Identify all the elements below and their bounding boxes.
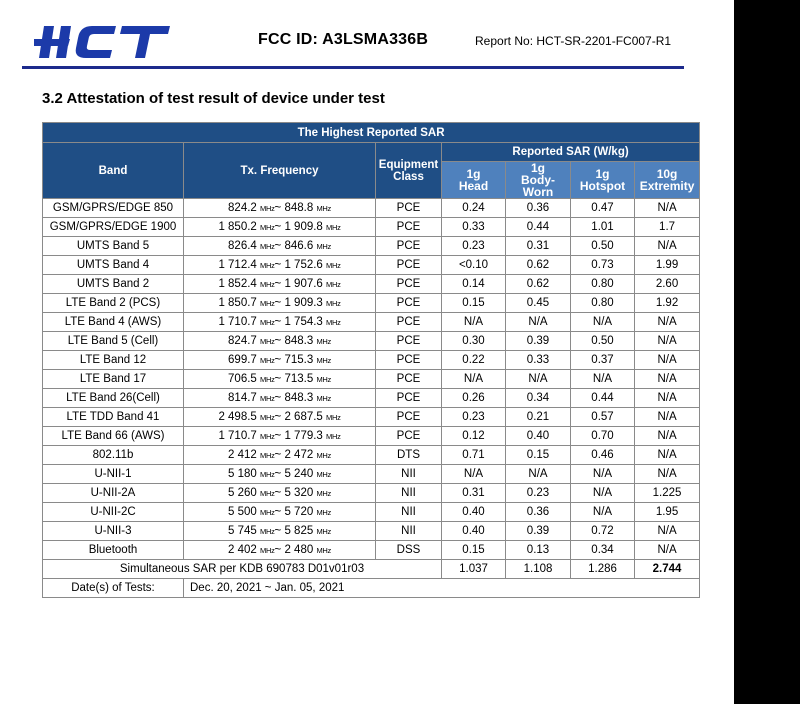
band-cell: LTE Band 12 [43, 351, 184, 370]
unit-label: MHz [260, 261, 275, 270]
sar-1g-head-cell: 0.23 [442, 408, 506, 427]
band-cell: 802.11b [43, 446, 184, 465]
freq-separator: ~ [274, 525, 282, 537]
sar-1g-head-cell: 0.15 [442, 294, 506, 313]
equipment-class-cell: PCE [376, 237, 442, 256]
band-cell: U-NII-2A [43, 484, 184, 503]
table-row [43, 275, 700, 294]
equipment-class-cell: NII [376, 522, 442, 541]
equipment-class-cell: PCE [376, 256, 442, 275]
freq-separator: ~ [274, 487, 282, 499]
freq-end: 5 320 [284, 487, 314, 499]
sar-1g-body-worn-cell: 0.23 [506, 484, 571, 503]
freq-separator: ~ [274, 335, 282, 347]
sar-10g-extremity-cell: N/A [635, 389, 700, 408]
sar-1g-body-worn-cell: 0.15 [506, 446, 571, 465]
frequency-cell [184, 332, 376, 351]
header-reported-sar: Reported SAR (W/kg) [442, 143, 700, 162]
sar-1g-head-cell: <0.10 [442, 256, 506, 275]
sar-10g-extremity-cell: 1.7 [635, 218, 700, 237]
equipment-class-cell: PCE [376, 332, 442, 351]
table-row [43, 389, 700, 408]
freq-separator: ~ [274, 259, 282, 271]
equipment-class-cell: PCE [376, 218, 442, 237]
freq-separator: ~ [274, 430, 282, 442]
equipment-class-cell: NII [376, 503, 442, 522]
table-row [43, 408, 700, 427]
sar-1g-head-cell: 0.24 [442, 199, 506, 218]
sar-1g-body-worn-cell: 0.44 [506, 218, 571, 237]
unit-label: MHz [260, 489, 275, 498]
sar-1g-hotspot-cell: 0.70 [571, 427, 635, 446]
equipment-class-cell: PCE [376, 294, 442, 313]
unit-label: MHz [260, 318, 275, 327]
sar-10g-extremity-cell: N/A [635, 522, 700, 541]
sar-1g-head-cell: 0.14 [442, 275, 506, 294]
sar-10g-extremity-cell: N/A [635, 332, 700, 351]
unit-label: MHz [316, 489, 331, 498]
sar-1g-body-worn-cell: 0.62 [506, 275, 571, 294]
freq-start: 824.2 [228, 202, 257, 214]
equipment-class-cell: PCE [376, 199, 442, 218]
sar-1g-head-cell: N/A [442, 313, 506, 332]
band-cell: LTE TDD Band 41 [43, 408, 184, 427]
equipment-class-cell: NII [376, 484, 442, 503]
sar-1g-hotspot-cell: N/A [571, 370, 635, 389]
sar-10g-extremity-cell: 2.60 [635, 275, 700, 294]
fcc-id: FCC ID: A3LSMA336B [258, 31, 429, 48]
sar-1g-head-cell: 0.26 [442, 389, 506, 408]
freq-start: 5 500 [228, 506, 257, 518]
sar-10g-extremity-cell: N/A [635, 313, 700, 332]
freq-end: 715.3 [284, 354, 314, 366]
simultaneous-hotspot: 1.286 [571, 560, 635, 579]
test-dates-row [43, 579, 700, 598]
table-row [43, 370, 700, 389]
unit-label: MHz [260, 375, 275, 384]
unit-label: MHz [316, 451, 331, 460]
unit-label: MHz [316, 337, 331, 346]
sar-1g-hotspot-cell: 1.01 [571, 218, 635, 237]
sar-1g-body-worn-cell: 0.33 [506, 351, 571, 370]
sar-10g-extremity-cell: N/A [635, 465, 700, 484]
freq-start: 1 710.7 [218, 316, 257, 328]
freq-end: 848.3 [284, 335, 314, 347]
band-cell: UMTS Band 5 [43, 237, 184, 256]
sar-1g-hotspot-cell: 0.50 [571, 237, 635, 256]
sar-1g-hotspot-cell: 0.57 [571, 408, 635, 427]
sar-1g-hotspot-cell: 0.34 [571, 541, 635, 560]
sar-1g-body-worn-cell: N/A [506, 370, 571, 389]
band-cell: GSM/GPRS/EDGE 850 [43, 199, 184, 218]
table-row [43, 446, 700, 465]
freq-end: 1 754.3 [284, 316, 323, 328]
freq-start: 5 180 [228, 468, 257, 480]
header-1g-body-worn: 1g Body-Worn [506, 162, 571, 199]
band-cell: UMTS Band 2 [43, 275, 184, 294]
freq-start: 1 852.4 [218, 278, 257, 290]
unit-label: MHz [260, 451, 275, 460]
unit-label: MHz [326, 432, 341, 441]
unit-label: MHz [260, 394, 275, 403]
freq-separator: ~ [274, 240, 282, 252]
sar-1g-hotspot-cell: 0.37 [571, 351, 635, 370]
unit-label: MHz [260, 508, 275, 517]
sar-1g-head-cell: 0.71 [442, 446, 506, 465]
equipment-class-cell: PCE [376, 389, 442, 408]
simultaneous-sar-row [43, 560, 700, 579]
frequency-cell [184, 446, 376, 465]
unit-label: MHz [260, 223, 275, 232]
sar-1g-head-cell: 0.22 [442, 351, 506, 370]
sar-1g-body-worn-cell: 0.21 [506, 408, 571, 427]
freq-separator: ~ [274, 506, 282, 518]
unit-label: MHz [316, 242, 331, 251]
freq-end: 1 909.8 [284, 221, 323, 233]
equipment-class-cell: DTS [376, 446, 442, 465]
sar-1g-body-worn-cell: 0.40 [506, 427, 571, 446]
test-dates-value: Dec. 20, 2021 ~ Jan. 05, 2021 [184, 579, 700, 598]
unit-label: MHz [326, 318, 341, 327]
freq-separator: ~ [274, 392, 282, 404]
frequency-cell [184, 294, 376, 313]
sar-10g-extremity-cell: 1.95 [635, 503, 700, 522]
freq-start: 824.7 [228, 335, 257, 347]
table-row [43, 427, 700, 446]
frequency-cell [184, 541, 376, 560]
unit-label: MHz [260, 470, 275, 479]
table-row [43, 313, 700, 332]
band-cell: GSM/GPRS/EDGE 1900 [43, 218, 184, 237]
sar-1g-head-cell: 0.31 [442, 484, 506, 503]
table-row [43, 218, 700, 237]
sar-1g-body-worn-cell: 0.39 [506, 332, 571, 351]
header-tx-frequency: Tx. Frequency [184, 143, 376, 199]
freq-separator: ~ [274, 373, 282, 385]
freq-end: 713.5 [284, 373, 314, 385]
unit-label: MHz [260, 242, 275, 251]
freq-end: 1 909.3 [284, 297, 323, 309]
freq-separator: ~ [274, 411, 282, 423]
table-row [43, 541, 700, 560]
header-rule [22, 66, 684, 69]
freq-separator: ~ [274, 544, 282, 556]
band-cell: UMTS Band 4 [43, 256, 184, 275]
unit-label: MHz [316, 470, 331, 479]
sar-1g-body-worn-cell: 0.36 [506, 199, 571, 218]
freq-separator: ~ [274, 297, 282, 309]
unit-label: MHz [326, 223, 341, 232]
unit-label: MHz [260, 413, 275, 422]
page-edge-black-bar [734, 0, 800, 704]
sar-1g-body-worn-cell: 0.13 [506, 541, 571, 560]
sar-10g-extremity-cell: N/A [635, 237, 700, 256]
sar-10g-extremity-cell: 1.225 [635, 484, 700, 503]
frequency-cell [184, 351, 376, 370]
sar-1g-head-cell: 0.15 [442, 541, 506, 560]
unit-label: MHz [316, 204, 331, 213]
freq-start: 1 850.7 [218, 297, 257, 309]
freq-end: 5 240 [284, 468, 314, 480]
simultaneous-sar-label: Simultaneous SAR per KDB 690783 D01v01r03 [43, 560, 442, 579]
unit-label: MHz [326, 261, 341, 270]
header-1g-head: 1g Head [442, 162, 506, 199]
sar-1g-hotspot-cell: 0.73 [571, 256, 635, 275]
frequency-cell [184, 522, 376, 541]
frequency-cell [184, 237, 376, 256]
sar-1g-hotspot-cell: 0.44 [571, 389, 635, 408]
band-cell: U-NII-2C [43, 503, 184, 522]
band-cell: LTE Band 5 (Cell) [43, 332, 184, 351]
unit-label: MHz [260, 527, 275, 536]
freq-separator: ~ [274, 202, 282, 214]
freq-separator: ~ [274, 449, 282, 461]
sar-10g-extremity-cell: N/A [635, 199, 700, 218]
sar-1g-hotspot-cell: 0.47 [571, 199, 635, 218]
freq-end: 2 480 [284, 544, 314, 556]
sar-10g-extremity-cell: N/A [635, 427, 700, 446]
unit-label: MHz [326, 413, 341, 422]
freq-start: 5 260 [228, 487, 257, 499]
sar-1g-head-cell: 0.12 [442, 427, 506, 446]
unit-label: MHz [260, 356, 275, 365]
frequency-cell [184, 313, 376, 332]
report-number: Report No: HCT-SR-2201-FC007-R1 [475, 34, 672, 48]
freq-start: 699.7 [228, 354, 257, 366]
unit-label: MHz [260, 432, 275, 441]
unit-label: MHz [260, 337, 275, 346]
freq-start: 1 710.7 [218, 430, 257, 442]
simultaneous-head: 1.037 [442, 560, 506, 579]
unit-label: MHz [326, 280, 341, 289]
band-cell: LTE Band 4 (AWS) [43, 313, 184, 332]
freq-separator: ~ [274, 354, 282, 366]
freq-end: 2 472 [284, 449, 314, 461]
frequency-cell [184, 275, 376, 294]
table-row [43, 237, 700, 256]
table-row [43, 294, 700, 313]
freq-end: 848.8 [284, 202, 314, 214]
sar-1g-body-worn-cell: N/A [506, 313, 571, 332]
equipment-class-cell: PCE [376, 275, 442, 294]
freq-start: 1 712.4 [218, 259, 257, 271]
sar-10g-extremity-cell: 1.92 [635, 294, 700, 313]
freq-separator: ~ [274, 278, 282, 290]
unit-label: MHz [316, 546, 331, 555]
sar-1g-body-worn-cell: N/A [506, 465, 571, 484]
sar-results-table [42, 122, 700, 598]
sar-10g-extremity-cell: N/A [635, 351, 700, 370]
sar-1g-hotspot-cell: 0.80 [571, 294, 635, 313]
band-cell: LTE Band 26(Cell) [43, 389, 184, 408]
freq-start: 2 402 [228, 544, 257, 556]
band-cell: U-NII-3 [43, 522, 184, 541]
band-cell: Bluetooth [43, 541, 184, 560]
unit-label: MHz [316, 375, 331, 384]
sar-10g-extremity-cell: N/A [635, 541, 700, 560]
table-row [43, 522, 700, 541]
sar-1g-body-worn-cell: 0.62 [506, 256, 571, 275]
unit-label: MHz [326, 299, 341, 308]
frequency-cell [184, 427, 376, 446]
freq-separator: ~ [274, 316, 282, 328]
sar-1g-hotspot-cell: N/A [571, 313, 635, 332]
sar-10g-extremity-cell: N/A [635, 370, 700, 389]
freq-end: 5 825 [284, 525, 314, 537]
freq-end: 1 907.6 [284, 278, 323, 290]
frequency-cell [184, 389, 376, 408]
sar-1g-hotspot-cell: 0.50 [571, 332, 635, 351]
frequency-cell [184, 465, 376, 484]
sar-1g-body-worn-cell: 0.39 [506, 522, 571, 541]
freq-separator: ~ [274, 468, 282, 480]
simultaneous-extremity: 2.744 [635, 560, 700, 579]
frequency-cell [184, 503, 376, 522]
sar-1g-head-cell: N/A [442, 370, 506, 389]
header-10g-extremity: 10g Extremity [635, 162, 700, 199]
freq-start: 814.7 [228, 392, 257, 404]
band-cell: U-NII-1 [43, 465, 184, 484]
equipment-class-cell: PCE [376, 427, 442, 446]
equipment-class-cell: PCE [376, 370, 442, 389]
sar-1g-body-worn-cell: 0.31 [506, 237, 571, 256]
sar-1g-hotspot-cell: N/A [571, 465, 635, 484]
sar-1g-head-cell: 0.33 [442, 218, 506, 237]
equipment-class-cell: PCE [376, 351, 442, 370]
freq-start: 706.5 [228, 373, 257, 385]
header-band: Band [43, 143, 184, 199]
sar-1g-hotspot-cell: N/A [571, 503, 635, 522]
frequency-cell [184, 256, 376, 275]
section-title: 3.2 Attestation of test result of device under test [42, 90, 385, 107]
sar-1g-body-worn-cell: 0.45 [506, 294, 571, 313]
unit-label: MHz [260, 299, 275, 308]
sar-10g-extremity-cell: N/A [635, 446, 700, 465]
freq-end: 1 752.6 [284, 259, 323, 271]
test-dates-label: Date(s) of Tests: [43, 579, 184, 598]
table-row [43, 332, 700, 351]
sar-1g-body-worn-cell: 0.36 [506, 503, 571, 522]
unit-label: MHz [316, 508, 331, 517]
header-1g-hotspot: 1g Hotspot [571, 162, 635, 199]
freq-start: 826.4 [228, 240, 257, 252]
sar-1g-head-cell: 0.30 [442, 332, 506, 351]
table-row [43, 465, 700, 484]
unit-label: MHz [316, 527, 331, 536]
freq-start: 5 745 [228, 525, 257, 537]
unit-label: MHz [260, 280, 275, 289]
table-row [43, 484, 700, 503]
freq-end: 848.3 [284, 392, 314, 404]
table-row [43, 256, 700, 275]
freq-end: 2 687.5 [284, 411, 323, 423]
band-cell: LTE Band 2 (PCS) [43, 294, 184, 313]
sar-1g-hotspot-cell: 0.46 [571, 446, 635, 465]
freq-end: 1 779.3 [284, 430, 323, 442]
hct-logo [34, 22, 172, 62]
frequency-cell [184, 218, 376, 237]
frequency-cell [184, 370, 376, 389]
freq-start: 1 850.2 [218, 221, 257, 233]
sar-1g-head-cell: 0.40 [442, 522, 506, 541]
equipment-class-cell: NII [376, 465, 442, 484]
band-cell: LTE Band 66 (AWS) [43, 427, 184, 446]
freq-separator: ~ [274, 221, 282, 233]
sar-10g-extremity-cell: N/A [635, 408, 700, 427]
equipment-class-cell: DSS [376, 541, 442, 560]
sar-1g-head-cell: 0.23 [442, 237, 506, 256]
sar-1g-head-cell: 0.40 [442, 503, 506, 522]
simultaneous-body: 1.108 [506, 560, 571, 579]
unit-label: MHz [316, 356, 331, 365]
frequency-cell [184, 484, 376, 503]
equipment-class-cell: PCE [376, 408, 442, 427]
sar-10g-extremity-cell: 1.99 [635, 256, 700, 275]
table-row [43, 351, 700, 370]
table-row [43, 503, 700, 522]
sar-1g-hotspot-cell: N/A [571, 484, 635, 503]
unit-label: MHz [260, 546, 275, 555]
sar-1g-head-cell: N/A [442, 465, 506, 484]
header-equipment-class: Equipment Class [376, 143, 442, 199]
table-caption: The Highest Reported SAR [43, 123, 700, 143]
unit-label: MHz [316, 394, 331, 403]
freq-end: 5 720 [284, 506, 314, 518]
freq-start: 2 412 [228, 449, 257, 461]
sar-1g-body-worn-cell: 0.34 [506, 389, 571, 408]
frequency-cell [184, 199, 376, 218]
freq-start: 2 498.5 [218, 411, 257, 423]
table-row [43, 199, 700, 218]
band-cell: LTE Band 17 [43, 370, 184, 389]
equipment-class-cell: PCE [376, 313, 442, 332]
freq-end: 846.6 [284, 240, 314, 252]
frequency-cell [184, 408, 376, 427]
sar-1g-hotspot-cell: 0.72 [571, 522, 635, 541]
sar-1g-hotspot-cell: 0.80 [571, 275, 635, 294]
unit-label: MHz [260, 204, 275, 213]
